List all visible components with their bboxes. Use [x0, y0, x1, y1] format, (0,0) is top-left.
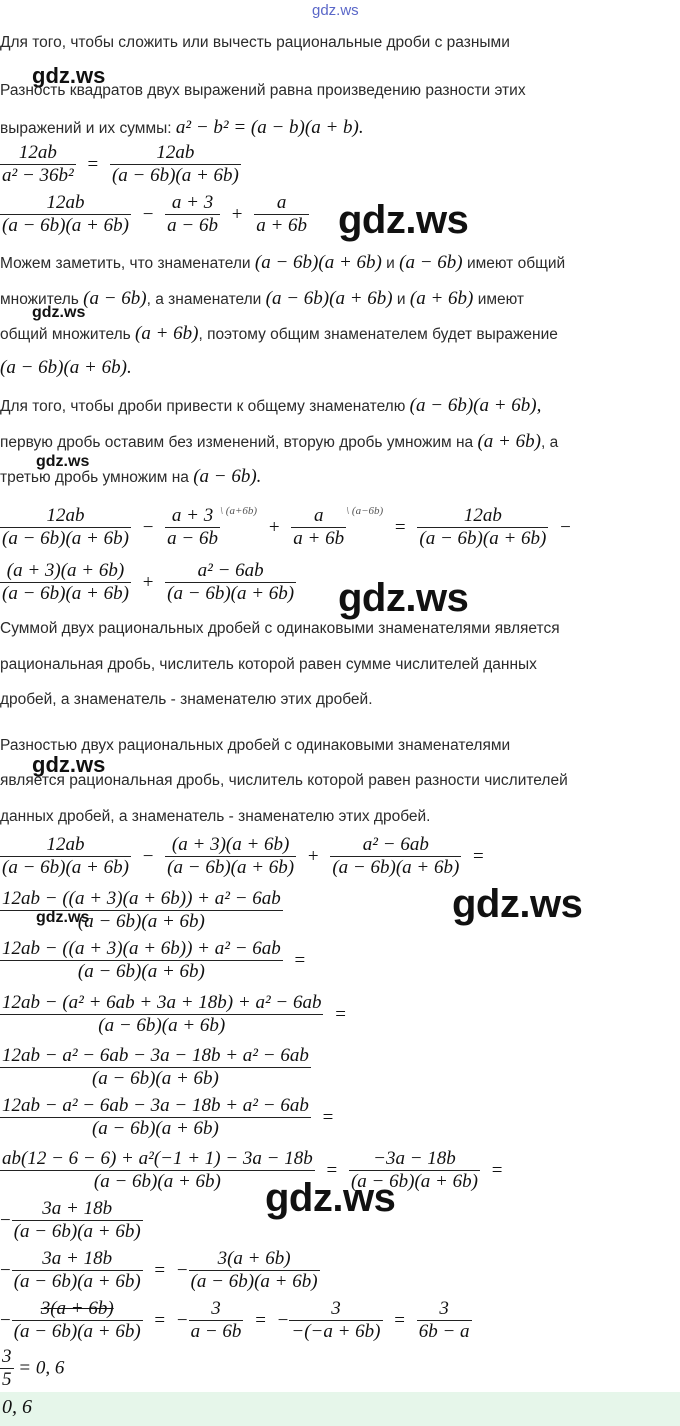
- fraction-numerator: 12ab: [417, 505, 548, 528]
- fraction-denominator: a + 6b: [293, 528, 345, 549]
- paragraph-3-text: выражений и их суммы:: [0, 120, 172, 137]
- paragraph-4: [0, 252, 565, 274]
- watermark: gdz.ws: [265, 1176, 396, 1220]
- watermark: gdz.ws: [36, 909, 90, 926]
- fraction-denominator: a − 6b: [167, 528, 218, 549]
- math-inline: (a − 6b): [399, 252, 463, 273]
- text: Для того, чтобы дроби привести к общему знаменателю: [0, 398, 406, 415]
- equals-sign: =: [322, 1106, 334, 1128]
- text: имеют: [477, 291, 525, 308]
- paragraph-15: является рациональная дробь, числитель которой равен разности числителей: [0, 772, 568, 789]
- fraction-denominator: (a − 6b)(a + 6b): [190, 1271, 318, 1292]
- math-inline: (a − 6b)(a + 6b).: [0, 357, 132, 378]
- fraction-numerator: 3: [417, 1298, 472, 1321]
- minus-sign: −: [560, 516, 571, 538]
- math-inline: (a − 6b).: [193, 466, 262, 487]
- fraction-numerator: a: [254, 192, 309, 215]
- text: , а: [540, 434, 559, 451]
- top-watermark: gdz.ws: [312, 2, 359, 19]
- equals-sign: =: [491, 1159, 503, 1181]
- minus-sign: −: [176, 1309, 188, 1331]
- equals-sign: =: [394, 1309, 405, 1331]
- plus-sign: +: [307, 845, 319, 867]
- fraction-numerator: 12ab: [0, 192, 131, 215]
- step-5: [0, 1095, 340, 1140]
- fraction-numerator: −3a − 18b: [349, 1148, 480, 1171]
- fraction-numerator: 12ab − (a² + 6ab + 3a + 18b) + a² − 6ab: [2, 992, 322, 1013]
- fraction-denominator: a² − 36b²: [2, 165, 74, 186]
- paragraph-3: [0, 117, 364, 139]
- fraction-denominator: (a − 6b)(a + 6b): [13, 1321, 141, 1342]
- watermark: gdz.ws: [338, 576, 469, 620]
- step-10: [0, 1346, 64, 1391]
- fraction-numerator: (a + 3)(a + 6b): [0, 560, 131, 583]
- multiplier-label: \ (a+6b): [220, 505, 258, 517]
- fraction-denominator: (a − 6b)(a + 6b): [13, 1271, 141, 1292]
- fraction-denominator: a − 6b: [167, 215, 218, 236]
- equals-sign: =: [154, 1259, 166, 1281]
- paragraph-1: Для того, чтобы сложить или вычесть рациональные дроби с разными: [0, 34, 510, 51]
- equation-2: [0, 192, 309, 237]
- fraction-denominator: a − 6b: [190, 1321, 242, 1342]
- text: и: [396, 291, 406, 308]
- fraction-denominator: (a − 6b)(a + 6b): [77, 911, 205, 932]
- fraction-denominator: (a − 6b)(a + 6b): [332, 857, 460, 878]
- fraction-denominator: (a − 6b)(a + 6b): [98, 1015, 226, 1036]
- fraction-numerator: a + 3: [165, 192, 220, 215]
- equals-sign: =: [335, 1003, 346, 1025]
- fraction-numerator: 12ab − a² − 6ab − 3a − 18b + a² − 6ab: [2, 1095, 309, 1116]
- fraction-denominator: (a − 6b)(a + 6b): [77, 961, 205, 982]
- fraction-numerator: a² − 6ab: [330, 834, 461, 857]
- fraction-denominator: (a − 6b)(a + 6b): [2, 857, 129, 878]
- fraction-denominator: −(−a + 6b): [291, 1321, 381, 1342]
- step-8: [0, 1248, 320, 1293]
- equals-sign: =: [294, 949, 306, 971]
- fraction-denominator: 6b − a: [418, 1321, 470, 1342]
- fraction-numerator: a + 3: [165, 505, 220, 528]
- fraction-denominator: a + 6b: [256, 215, 308, 236]
- fraction-denominator: (a − 6b)(a + 6b): [2, 215, 129, 236]
- fraction-numerator: a² − 6ab: [165, 560, 296, 583]
- answer-value: 0, 6: [2, 1396, 32, 1418]
- fraction-denominator: (a − 6b)(a + 6b): [13, 1221, 141, 1242]
- minus-sign: −: [0, 1309, 11, 1331]
- text: первую дробь оставим без изменений, вторую дробь умножим на: [0, 434, 474, 451]
- fraction-numerator: 3a + 18b: [12, 1198, 143, 1221]
- fraction-denominator: (a − 6b)(a + 6b): [167, 857, 295, 878]
- math-inline: (a − 6b)(a + 6b): [265, 288, 393, 309]
- minus-sign: −: [142, 516, 154, 538]
- text: множитель: [0, 291, 79, 308]
- math-inline: (a + 6b): [135, 323, 199, 344]
- text: третью дробь умножим на: [0, 469, 189, 486]
- fraction-numerator: 12ab: [0, 834, 131, 857]
- paragraph-11: Суммой двух рациональных дробей с одинаковыми знаменателями является: [0, 620, 560, 637]
- fraction-numerator: 12ab: [0, 505, 131, 528]
- watermark: gdz.ws: [32, 63, 106, 88]
- step-3: [0, 992, 353, 1037]
- minus-sign: −: [142, 845, 154, 867]
- minus-sign: −: [176, 1259, 188, 1281]
- fraction-numerator: 3: [2, 1346, 12, 1367]
- squares-formula: a² − b² = (a − b)(a + b).: [175, 117, 364, 138]
- text: , а знаменатели: [146, 291, 262, 308]
- step-9: [0, 1298, 472, 1343]
- plus-sign: +: [231, 203, 243, 225]
- equals-sign: =: [326, 1159, 338, 1181]
- fraction-denominator: 5: [2, 1369, 12, 1390]
- paragraph-9: [0, 431, 558, 453]
- equals-sign: =: [154, 1309, 166, 1331]
- paragraph-2: Разность квадратов двух выражений равна произведению разности этих: [0, 82, 526, 99]
- text: Можем заметить, что знаменатели: [0, 255, 251, 272]
- fraction-denominator: (a − 6b)(a + 6b): [91, 1118, 219, 1139]
- paragraph-16: данных дробей, а знаменатель - знаменателю этих дробей.: [0, 808, 431, 825]
- multiplier-label: \ (a−6b): [346, 505, 384, 517]
- equals-sign: =: [394, 516, 406, 538]
- minus-sign: −: [0, 1259, 11, 1281]
- step-4: [0, 1045, 311, 1090]
- watermark: gdz.ws: [32, 304, 86, 321]
- equation-1: [0, 142, 241, 187]
- fraction-numerator: 3: [289, 1298, 382, 1321]
- fraction-denominator: (a − 6b)(a + 6b): [350, 1171, 478, 1192]
- paragraph-12: рациональная дробь, числитель которой равен сумме числителей данных: [0, 656, 537, 673]
- text: и: [386, 255, 395, 272]
- fraction-denominator: (a − 6b)(a + 6b): [93, 1171, 221, 1192]
- answer-box: [0, 1392, 680, 1426]
- step-7: [0, 1198, 143, 1243]
- paragraph-10: [0, 466, 261, 488]
- watermark: gdz.ws: [452, 882, 583, 926]
- text: имеют общий: [466, 255, 566, 272]
- equation-4: [0, 834, 491, 879]
- plus-sign: +: [142, 571, 154, 593]
- equals-sign: =: [87, 153, 99, 175]
- fraction-numerator: 12ab − ((a + 3)(a + 6b)) + a² − 6ab: [2, 888, 281, 909]
- step-2: [0, 938, 312, 983]
- fraction-denominator: (a − 6b)(a + 6b): [91, 1068, 219, 1089]
- minus-sign: −: [0, 1209, 11, 1231]
- watermark: gdz.ws: [32, 752, 106, 777]
- watermark: gdz.ws: [36, 453, 90, 470]
- fraction-numerator: 12ab − ((a + 3)(a + 6b)) + a² − 6ab: [2, 938, 281, 959]
- step-6: [0, 1148, 509, 1193]
- fraction-numerator: 12ab: [0, 142, 76, 165]
- fraction-denominator: (a − 6b)(a + 6b): [167, 583, 295, 604]
- fraction-numerator: 3: [189, 1298, 244, 1321]
- plus-sign: +: [268, 516, 280, 538]
- math-inline: (a + 6b): [477, 431, 541, 452]
- minus-sign: −: [142, 203, 154, 225]
- paragraph-13: дробей, а знаменатель - знаменателю этих дробей.: [0, 691, 373, 708]
- math-inline: (a + 6b): [409, 288, 474, 309]
- equals-sign: =: [255, 1309, 266, 1331]
- equation-3: [0, 505, 578, 550]
- text: , поэтому общим знаменателем будет выражение: [198, 326, 558, 343]
- fraction-denominator: (a − 6b)(a + 6b): [111, 165, 239, 186]
- watermark: gdz.ws: [338, 198, 469, 242]
- math-inline: (a − 6b): [83, 288, 147, 309]
- fraction-numerator: (a + 3)(a + 6b): [165, 834, 296, 857]
- fraction-numerator: 3a + 18b: [12, 1248, 143, 1271]
- math-inline: (a − 6b)(a + 6b),: [409, 395, 542, 416]
- fraction-denominator: (a − 6b)(a + 6b): [2, 583, 129, 604]
- fraction-numerator: 3(a + 6b): [12, 1298, 143, 1321]
- result-value: = 0, 6: [18, 1357, 65, 1379]
- fraction-denominator: (a − 6b)(a + 6b): [2, 528, 129, 549]
- paragraph-6: [0, 323, 558, 345]
- paragraph-7: [0, 357, 132, 379]
- fraction-numerator: 12ab − a² − 6ab − 3a − 18b + a² − 6ab: [2, 1045, 309, 1066]
- equation-3-cont: [0, 560, 296, 605]
- text: общий множитель: [0, 326, 131, 343]
- minus-sign: −: [277, 1309, 289, 1331]
- math-inline: (a − 6b)(a + 6b): [254, 252, 382, 273]
- fraction-denominator: (a − 6b)(a + 6b): [419, 528, 547, 549]
- fraction-numerator: 3(a + 6b): [189, 1248, 320, 1271]
- fraction-numerator: 12ab: [110, 142, 241, 165]
- equals-sign: =: [473, 845, 484, 867]
- paragraph-8: [0, 395, 541, 417]
- fraction-numerator: ab(12 − 6 − 6) + a²(−1 + 1) − 3a − 18b: [2, 1148, 313, 1169]
- paragraph-14: Разностью двух рациональных дробей с одинаковыми знаменателями: [0, 737, 511, 754]
- fraction-numerator: a: [291, 505, 346, 528]
